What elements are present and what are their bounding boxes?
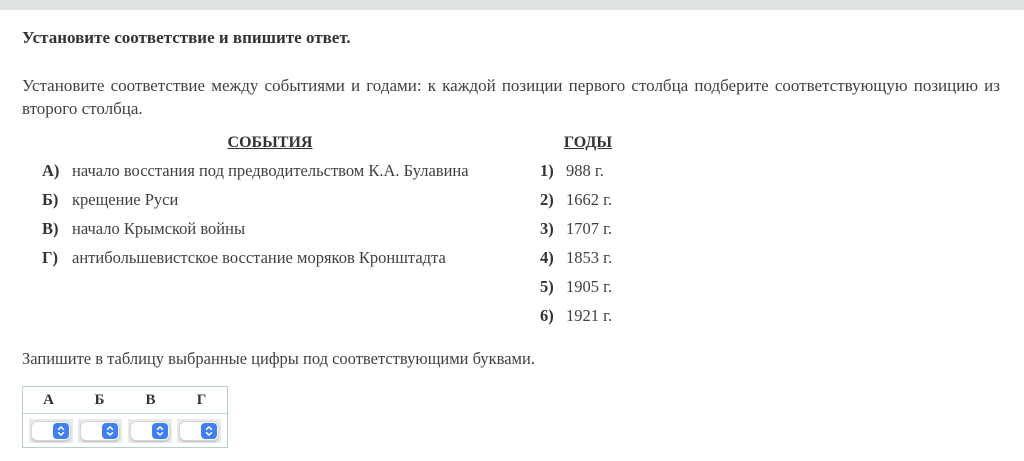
year-number: 2) (540, 190, 554, 209)
event-text: начало Крымской войны (72, 219, 246, 238)
answer-cell-a (29, 419, 73, 443)
answer-cell-g (177, 419, 221, 443)
answer-table-header (23, 387, 227, 414)
year-number: 3) (540, 219, 554, 238)
years-column (540, 134, 636, 335)
year-row (540, 190, 636, 219)
year-text: 1853 г. (566, 248, 613, 267)
year-number: 5) (540, 277, 554, 296)
event-row (22, 190, 518, 219)
event-row (22, 219, 518, 248)
year-row (540, 161, 636, 190)
years-header: ГОДЫ (563, 134, 613, 151)
answer-select-a[interactable] (31, 421, 71, 441)
event-text: антибольшевистское восстание моряков Кронштадта (72, 248, 446, 267)
matching-columns (22, 134, 1000, 335)
year-number: 1) (540, 161, 554, 180)
year-text: 1662 г. (566, 190, 613, 209)
answer-select-v[interactable] (130, 421, 170, 441)
column-header-a: А (43, 391, 54, 408)
year-text: 1707 г. (566, 219, 613, 238)
year-row (540, 219, 636, 248)
chevron-up-down-icon (201, 423, 217, 439)
column-header-g: Г (196, 391, 207, 408)
answer-cell-v (128, 419, 172, 443)
event-letter: Г) (42, 248, 58, 267)
answer-select-g[interactable] (179, 421, 219, 441)
year-row (540, 306, 636, 335)
event-text: начало восстания под предводительством К.А. Булавина (72, 161, 469, 180)
chevron-up-down-icon (102, 423, 118, 439)
chevron-up-down-icon (53, 423, 69, 439)
note-text: Запишите в таблицу выбранные цифры под соответствующими буквами. (22, 349, 535, 368)
event-row (22, 248, 518, 277)
event-letter: В) (42, 219, 59, 238)
column-header-b: Б (94, 391, 105, 408)
year-row (540, 277, 636, 306)
events-column (22, 134, 518, 335)
year-text: 1905 г. (566, 277, 613, 296)
event-letter: Б) (42, 190, 59, 209)
top-bar (0, 0, 1024, 10)
chevron-up-down-icon (152, 423, 168, 439)
event-letter: А) (42, 161, 60, 180)
answer-table-body (23, 414, 227, 447)
instruction-text: Установите соответствие между событиями и годами: к каждой позиции первого столбца подберите соответствующую позицию из второго столбца. (22, 76, 1000, 118)
year-text: 988 г. (566, 161, 604, 180)
events-header: СОБЫТИЯ (227, 134, 313, 151)
answer-cell-b (78, 419, 122, 443)
question-page (0, 28, 1024, 448)
year-row (540, 248, 636, 277)
event-text: крещение Руси (72, 190, 179, 209)
answer-table (22, 386, 228, 448)
page-title: Установите соответствие и впишите ответ. (22, 28, 351, 47)
year-text: 1921 г. (566, 306, 613, 325)
column-header-v: В (145, 391, 156, 408)
year-number: 6) (540, 306, 554, 325)
event-row (22, 161, 518, 190)
answer-select-b[interactable] (80, 421, 120, 441)
year-number: 4) (540, 248, 554, 267)
